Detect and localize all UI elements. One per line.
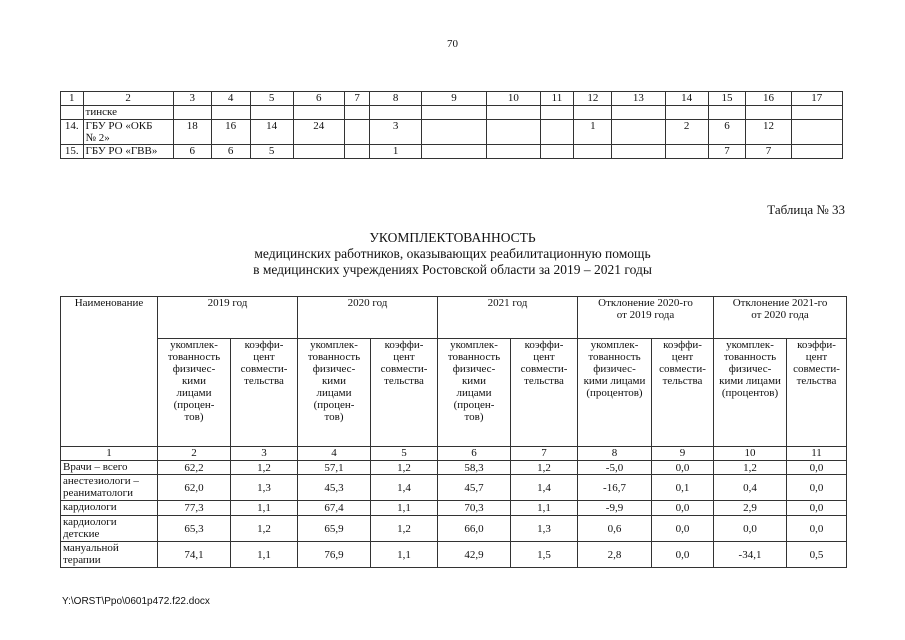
cell: 0,0 [652, 542, 714, 568]
cell: 1,4 [371, 475, 438, 501]
top-table-header-row [61, 92, 843, 106]
cell [421, 106, 487, 120]
file-path-footer: Y:\ORST\Ppo\0601p472.f22.docx [62, 596, 210, 607]
cell: 65,9 [298, 516, 371, 542]
cell [540, 106, 574, 120]
cell: 1,1 [231, 501, 298, 516]
col-number: 14 [665, 92, 708, 106]
cell [173, 106, 211, 120]
cell [344, 106, 370, 120]
row-index: 14. [61, 120, 84, 145]
col-number: 11 [787, 447, 847, 461]
cell: 57,1 [298, 461, 371, 475]
col-number: 7 [511, 447, 578, 461]
col-number: 9 [421, 92, 487, 106]
cell [665, 106, 708, 120]
cell [250, 106, 293, 120]
cell: -5,0 [578, 461, 652, 475]
col-number: 6 [438, 447, 511, 461]
cell: 1,2 [371, 461, 438, 475]
cell: -34,1 [714, 542, 787, 568]
cell: 1,2 [511, 461, 578, 475]
cell: 1,1 [371, 542, 438, 568]
group-header-2019: 2019 год [158, 297, 298, 339]
col-number: 3 [231, 447, 298, 461]
cell: 0,5 [787, 542, 847, 568]
cell: 1,3 [231, 475, 298, 501]
cell: 0,6 [578, 516, 652, 542]
cell [487, 120, 540, 145]
col-number: 5 [371, 447, 438, 461]
sub-header-coefficient: коэффи- цент совмести- тельства [787, 339, 847, 447]
group-header-deviation-2020: Отклонение 2020-го от 2019 года [578, 297, 714, 339]
sub-header-coefficient: коэффи- цент совмести- тельства [371, 339, 438, 447]
sub-header-staffing: укомплек- тованность физичес- кими лицами (процен- тов) [438, 339, 511, 447]
cell: 66,0 [438, 516, 511, 542]
cell [293, 145, 344, 159]
sub-header-staffing: укомплек- тованность физичес- кими лицами (процен- тов) [158, 339, 231, 447]
column-number-row [61, 447, 847, 461]
cell: 0,0 [652, 501, 714, 516]
cell: 1,4 [511, 475, 578, 501]
title-line-1: УКОМПЛЕКТОВАННОСТЬ [369, 230, 536, 245]
col-number: 7 [344, 92, 370, 106]
cell [421, 145, 487, 159]
cell: 45,7 [438, 475, 511, 501]
cell: 0,0 [714, 516, 787, 542]
cell: 14 [250, 120, 293, 145]
cell: 24 [293, 120, 344, 145]
cell: 65,3 [158, 516, 231, 542]
col-number: 8 [370, 92, 421, 106]
cell: 0,0 [787, 461, 847, 475]
col-number: 8 [578, 447, 652, 461]
col-number: 2 [158, 447, 231, 461]
cell: 6 [173, 145, 211, 159]
table-row [61, 145, 843, 159]
cell: 1,2 [714, 461, 787, 475]
col-number: 10 [714, 447, 787, 461]
cell: -9,9 [578, 501, 652, 516]
col-number: 12 [574, 92, 612, 106]
col-number: 1 [61, 447, 158, 461]
cell: 6 [211, 145, 250, 159]
cell: 3 [370, 120, 421, 145]
cell: 18 [173, 120, 211, 145]
col-number: 3 [173, 92, 211, 106]
col-number: 9 [652, 447, 714, 461]
name-header: Наименование [61, 297, 158, 447]
cell [487, 145, 540, 159]
cell: 1,1 [231, 542, 298, 568]
cell: 1,1 [511, 501, 578, 516]
cell: 1,1 [371, 501, 438, 516]
col-number: 6 [293, 92, 344, 106]
cell [421, 120, 487, 145]
title-line-3: в медицинских учреждениях Ростовской области за 2019 – 2021 годы [253, 262, 652, 277]
col-number: 13 [612, 92, 665, 106]
row-index [61, 106, 84, 120]
sub-header-row [61, 339, 847, 447]
col-number: 2 [83, 92, 173, 106]
cell [612, 145, 665, 159]
cell: 6 [708, 120, 746, 145]
cell: 1,2 [231, 516, 298, 542]
cell: 0,1 [652, 475, 714, 501]
cell: 74,1 [158, 542, 231, 568]
cell [574, 145, 612, 159]
cell [612, 106, 665, 120]
sub-header-coefficient: коэффи- цент совмести- тельства [652, 339, 714, 447]
group-header-2020: 2020 год [298, 297, 438, 339]
sub-header-staffing: укомплек- тованность физичес- кими лицами (процентов) [578, 339, 652, 447]
cell: 62,2 [158, 461, 231, 475]
cell: 0,0 [652, 461, 714, 475]
row-name: кардиологи [61, 501, 158, 516]
cell: 45,3 [298, 475, 371, 501]
cell [344, 145, 370, 159]
cell: 5 [250, 145, 293, 159]
cell: 7 [708, 145, 746, 159]
col-number: 16 [746, 92, 791, 106]
sub-header-staffing: укомплек- тованность физичес- кими лицами (процентов) [714, 339, 787, 447]
cell: 76,9 [298, 542, 371, 568]
cell: 1,2 [231, 461, 298, 475]
cell: 1,5 [511, 542, 578, 568]
row-name: анестезиологи – реаниматологи [61, 475, 158, 501]
cell [612, 120, 665, 145]
sub-header-coefficient: коэффи- цент совмести- тельства [231, 339, 298, 447]
cell [487, 106, 540, 120]
row-name: кардиологи детские [61, 516, 158, 542]
sub-header-coefficient: коэффи- цент совмести- тельства [511, 339, 578, 447]
cell: 0,0 [787, 475, 847, 501]
cell [791, 120, 842, 145]
cell: 58,3 [438, 461, 511, 475]
staffing-table [60, 296, 847, 568]
table-row [61, 542, 847, 568]
sub-header-staffing: укомплек- тованность физичес- кими лицами (процен- тов) [298, 339, 371, 447]
col-number: 1 [61, 92, 84, 106]
col-number: 4 [211, 92, 250, 106]
title-line-2: медицинских работников, оказывающих реабилитационную помощь [254, 246, 651, 261]
group-header-row [61, 297, 847, 339]
top-table [60, 91, 843, 159]
table-row [61, 501, 847, 516]
cell: 7 [746, 145, 791, 159]
cell: 2 [665, 120, 708, 145]
cell: 0,0 [787, 501, 847, 516]
table-number: Таблица № 33 [767, 202, 845, 217]
cell: 1 [574, 120, 612, 145]
row-name: Врачи – всего [61, 461, 158, 475]
col-number: 10 [487, 92, 540, 106]
cell [574, 106, 612, 120]
table-row [61, 106, 843, 120]
cell: 0,4 [714, 475, 787, 501]
col-number: 17 [791, 92, 842, 106]
cell [211, 106, 250, 120]
cell [791, 145, 842, 159]
cell [665, 145, 708, 159]
col-number: 4 [298, 447, 371, 461]
cell: 77,3 [158, 501, 231, 516]
cell [791, 106, 842, 120]
cell: 0,0 [787, 516, 847, 542]
group-header-deviation-2021: Отклонение 2021-го от 2020 года [714, 297, 847, 339]
cell: 2,8 [578, 542, 652, 568]
cell [540, 120, 574, 145]
table-row [61, 120, 843, 145]
cell [540, 145, 574, 159]
group-header-2021: 2021 год [438, 297, 578, 339]
institution-name: ГБУ РО «ГВВ» [83, 145, 173, 159]
cell: 1,3 [511, 516, 578, 542]
table-row [61, 461, 847, 475]
cell: 1 [370, 145, 421, 159]
cell: 16 [211, 120, 250, 145]
institution-name: ГБУ РО «ОКБ № 2» [83, 120, 173, 145]
cell: 67,4 [298, 501, 371, 516]
cell [344, 120, 370, 145]
cell: 42,9 [438, 542, 511, 568]
cell: 70,3 [438, 501, 511, 516]
row-name: мануальной терапии [61, 542, 158, 568]
page-number: 70 [447, 38, 458, 50]
col-number: 11 [540, 92, 574, 106]
cell: 12 [746, 120, 791, 145]
cell [293, 106, 344, 120]
cell [370, 106, 421, 120]
cell [708, 106, 746, 120]
col-number: 15 [708, 92, 746, 106]
cell: 1,2 [371, 516, 438, 542]
table-row [61, 516, 847, 542]
cell: 0,0 [652, 516, 714, 542]
table-title [0, 230, 905, 278]
cell: 2,9 [714, 501, 787, 516]
row-index: 15. [61, 145, 84, 159]
cell: 62,0 [158, 475, 231, 501]
cell [746, 106, 791, 120]
cell: -16,7 [578, 475, 652, 501]
table-row [61, 475, 847, 501]
col-number: 5 [250, 92, 293, 106]
institution-name: тинске [83, 106, 173, 120]
